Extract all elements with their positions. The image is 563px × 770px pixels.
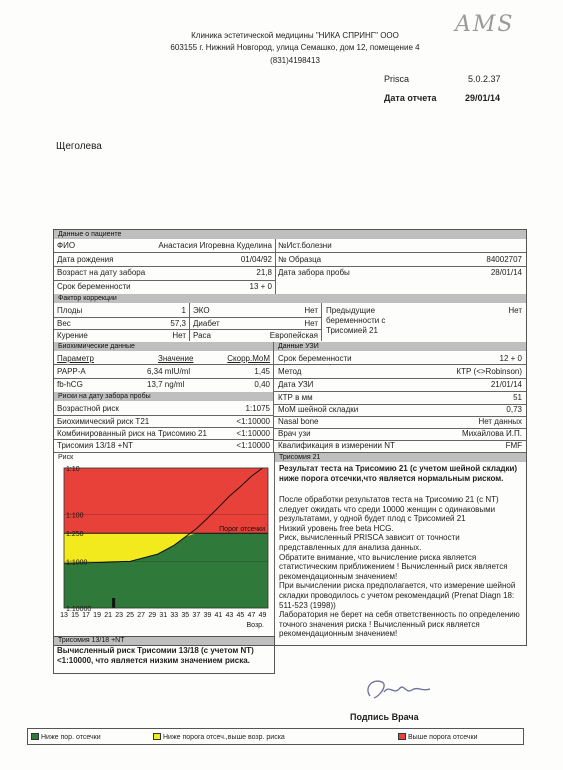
clinic-name: Клиника эстетической медицины "НИКА СПРИНГ" ООО [191, 31, 399, 40]
uzi-row-label: Квалификация в измерении NT [278, 441, 395, 450]
y-tick-label: 1:250 [66, 531, 84, 539]
divider [54, 439, 273, 440]
collect-label: Дата забора пробы [278, 268, 350, 277]
signature-label: Подпись Врача [350, 712, 419, 722]
biochem-header-param: Параметр [57, 354, 94, 363]
diabetes-value: Нет [304, 319, 318, 328]
sample-value: 84002707 [486, 255, 522, 264]
x-tick-label: 33 [170, 612, 179, 619]
x-tick-label: 21 [104, 612, 113, 619]
t1318-text: Вычисленный риск Трисомии 13/18 (с учетом NT) <1:10000, что является низким значением риска. [57, 646, 254, 665]
clinic-phone: (831)4198413 [270, 56, 320, 65]
t21-body: После обработки результатов теста на Трисомию 21 (с NT) следует ожидать что среди 10000 женщин с одинаковыми результатами, у одной будет плод с Трисомией 21 Низкий уровень free beta HCG. Риск, вычисленный PRISCA зависит от точности представленных для анализа данных. Обратите внимание, что вычисление риска является статистическим приближением ! Вычисленный риск является рекомендационным значением! При вычислении риска предполагается, что измерение шейной складки проводилось с учетом рекомендаций (Prenat Diagn 18: 511-523 (1998)) Лаборатория не берет на себя ответственность по определению точного значения риска ! Вычисленный риск является рекомендационным значением! [279, 495, 520, 639]
smoking-label: Курение [57, 331, 88, 340]
risk-row-label: Биохимический риск T21 [57, 417, 150, 426]
uzi-row-label: MoM шейной складки [278, 405, 359, 414]
software-version: 5.0.2.37 [468, 74, 501, 84]
divider [54, 378, 273, 379]
x-tick-label: 15 [71, 612, 79, 619]
legend-label: Ниже пор. отсечки [41, 734, 101, 741]
x-tick-label: 47 [247, 612, 256, 619]
legend-label: Выше порога отсечки [408, 734, 478, 741]
weight-label: Вес [57, 319, 71, 328]
section-biochem: Биохимические данные [54, 342, 273, 351]
race-value: Европейская [269, 331, 318, 340]
risk-row-value: <1:10000 [236, 417, 270, 426]
divider [54, 266, 526, 267]
dob-label: Дата рождения [57, 255, 114, 264]
legend-label: Ниже порога отсеч.,выше возр. риска [163, 734, 285, 741]
legend-swatch-green [31, 733, 39, 740]
risk-row-value: <1:10000 [236, 441, 270, 450]
x-tick-label: 37 [192, 612, 201, 619]
fetus-value: 1 [181, 306, 186, 315]
clinic-address: 603155 г. Нижний Новгород, улица Семашко, дом 12, помещение 4 [170, 43, 420, 52]
x-tick-label: 19 [93, 612, 101, 619]
x-tick-label: 35 [181, 612, 190, 619]
x-tick-label: 29 [148, 612, 157, 619]
divider [54, 415, 273, 416]
doctor-signature [360, 670, 440, 706]
fio-label: ФИО [57, 241, 76, 250]
x-tick-label: 25 [126, 612, 135, 619]
x-tick-label: 41 [214, 612, 223, 619]
risk-row-label: Трисомия 13/18 +NT [57, 441, 133, 450]
uzi-row-value: КТР (<>Robinson) [456, 367, 522, 376]
divider [189, 303, 190, 341]
y-tick-label: 1:10 [66, 466, 80, 473]
biochem-header-mom: Скорр.MoM [227, 354, 270, 363]
divider [54, 329, 321, 330]
x-tick-label: 31 [159, 612, 168, 619]
divider [321, 303, 322, 341]
risk-row-label: Возрастной риск [57, 404, 119, 413]
x-tick-label: 45 [236, 612, 245, 619]
divider [274, 452, 275, 647]
section-risks: Риски на дату забора пробы [54, 392, 273, 401]
risk-chart [54, 460, 273, 636]
legend-swatch-yellow [153, 733, 161, 740]
risk-row-value: <1:10000 [236, 429, 270, 438]
section-uzi: Данные УЗИ [274, 342, 526, 351]
biochem-row-param: PAPP-A [57, 367, 86, 376]
chart-zone-red [64, 468, 268, 533]
age-label: Возраст на дату забора [57, 268, 146, 277]
uzi-row-label: Nasal bone [278, 417, 319, 426]
age-value: 21,8 [256, 268, 272, 277]
uzi-row-label: Врач узи [278, 429, 311, 438]
uzi-row-value: 21/01/14 [490, 380, 522, 389]
biochem-row-mom: 0,40 [254, 380, 270, 389]
uzi-row-value: 12 + 0 [499, 354, 522, 363]
cutoff-label: Порог отсечки [219, 526, 265, 534]
uzi-row-value: FMF [505, 441, 522, 450]
uzi-row-label: Срок беременности [278, 354, 352, 363]
divider [54, 364, 273, 365]
uzi-row-label: Метод [278, 367, 302, 376]
ga-value: 13 + 0 [249, 282, 272, 291]
t21-result: Результат теста на Трисомию 21 (с учетом шейной складки) ниже порога отсечки,что является нормальным риском. [279, 464, 518, 483]
eco-value: Нет [304, 306, 318, 315]
uzi-row-value: Михайлова И.П. [462, 429, 522, 438]
biochem-row-param: fb-hCG [57, 380, 83, 389]
divider [273, 342, 274, 452]
divider [54, 252, 526, 253]
x-tick-label: 13 [60, 612, 68, 619]
eco-label: ЭКО [193, 306, 210, 315]
section-correction: Фактор коррекции [54, 294, 526, 303]
divider [274, 391, 526, 392]
risk-row-value: 1:1075 [245, 404, 270, 413]
fio-value: Анастасия Игоревна Куделина [158, 241, 272, 250]
divider [274, 378, 526, 379]
report-date-label: Дата отчета [384, 93, 437, 103]
risk-row-label: Комбинированный риск на Трисомию 21 [57, 429, 207, 438]
x-tick-label: 17 [82, 612, 90, 619]
divider [54, 317, 321, 318]
chart-title: Риск [58, 454, 74, 461]
dob-value: 01/04/92 [240, 255, 272, 264]
software-name: Prisca [384, 74, 410, 84]
weight-value: 57,3 [170, 319, 186, 328]
report-date-value: 29/01/14 [465, 93, 501, 103]
x-tick-label: 27 [137, 612, 146, 619]
biochem-row-mom: 1,45 [254, 367, 270, 376]
x-axis-label: Возр. [246, 622, 264, 629]
y-tick-label: 1:10000 [66, 606, 92, 613]
patient-surname: Щеголева [56, 141, 102, 152]
biochem-row-value: 6,34 mIU/ml [147, 367, 191, 376]
prev-trisomy-label: Предыдущие беременности с Трисомией 21 [326, 306, 386, 335]
uzi-row-value: 51 [513, 393, 522, 402]
uzi-row-label: КТР в мм [278, 393, 313, 402]
handwritten-stamp: AMS [455, 12, 515, 37]
fetus-label: Плоды [57, 306, 83, 315]
uzi-row-value: 0,73 [506, 405, 522, 414]
smoking-value: Нет [172, 331, 186, 340]
t1318-frame [53, 636, 275, 674]
race-label: Раса [193, 331, 211, 340]
divider [54, 427, 273, 428]
divider [274, 364, 526, 365]
sample-label: № Образца [278, 255, 322, 264]
collect-value: 28/01/14 [490, 268, 522, 277]
section-patient: Данные о пациенте [54, 230, 526, 239]
patient-marker [112, 598, 115, 608]
uzi-row-value: Нет данных [478, 417, 522, 426]
uzi-row-label: Дата УЗИ [278, 380, 314, 389]
x-tick-label: 43 [225, 612, 234, 619]
biochem-row-value: 13,7 ng/ml [147, 380, 185, 389]
x-tick-label: 23 [115, 612, 124, 619]
section-t21: Трисомия 21 [275, 453, 526, 462]
x-tick-label: 39 [203, 612, 212, 619]
prev-trisomy-value: Нет [508, 306, 522, 315]
x-tick-label: 49 [258, 612, 267, 619]
legend-swatch-red [398, 733, 406, 740]
diabetes-label: Диабет [193, 319, 220, 328]
case-label: №Ист.болезни [278, 241, 332, 250]
section-t1318: Трисомия 13/18 +NT [54, 636, 274, 645]
y-tick-label: 1:100 [66, 512, 84, 520]
ga-label: Срок беременности [57, 282, 131, 291]
biochem-header-value: Значение [158, 354, 194, 363]
divider [54, 280, 276, 281]
y-tick-label: 1:1000 [66, 559, 88, 567]
